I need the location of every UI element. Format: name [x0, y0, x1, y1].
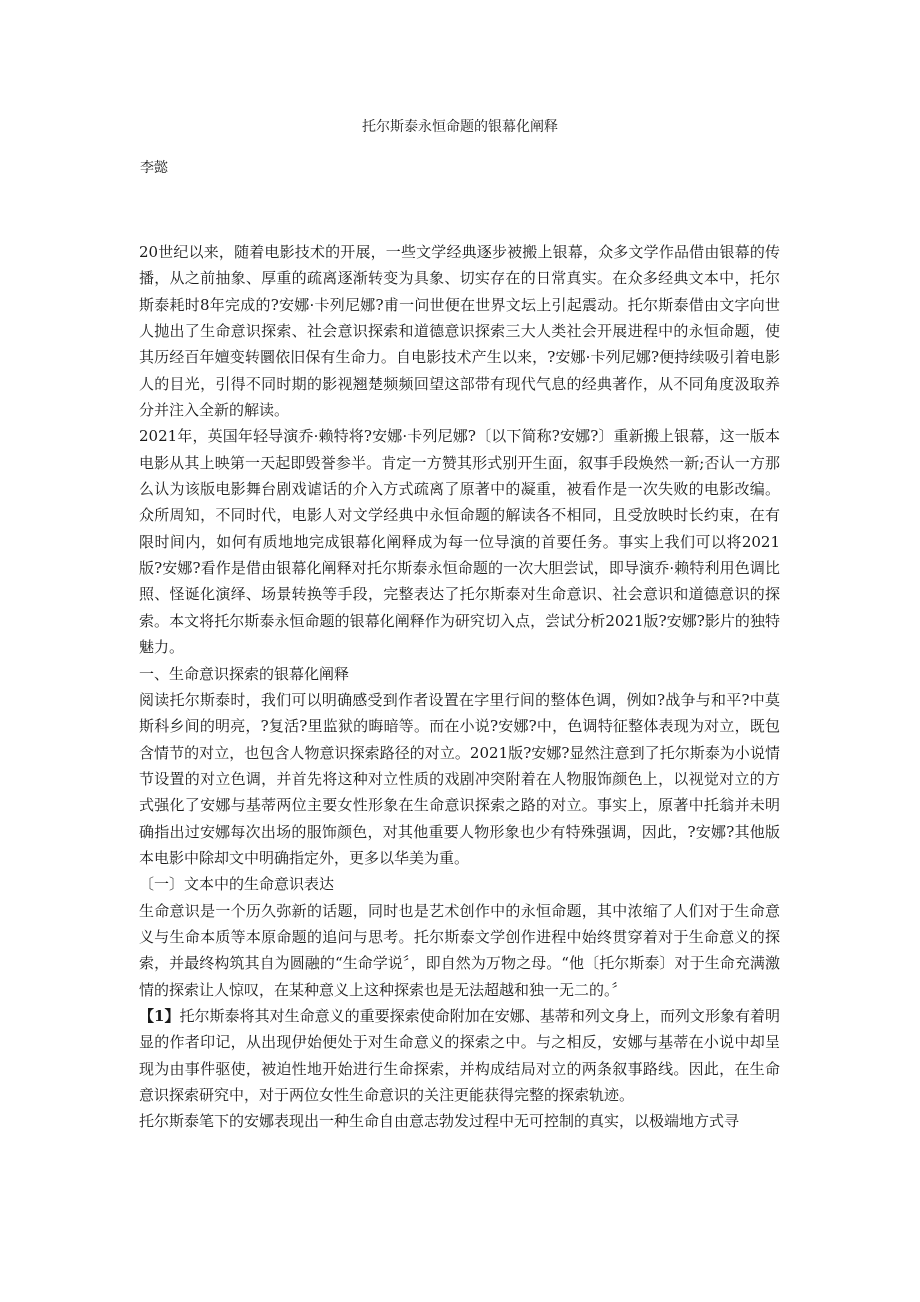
paragraph-citation-1	[139, 1003, 780, 1108]
paragraph-2021-version: 2021年，英国年轻导演乔·赖特将?安娜·卡列尼娜?〔以下简称?安娜?〕重新搬上银幕，这一版本电影从其上映第一天起即毁誉参半。肯定一方赞其形式别开生面，叙事手段焕然一新;否认一方那么认为该版电影舞台剧戏谑话的介入方式疏离了原著中的凝重，被看作是一次失败的电影改编。众所周知，不同时代，电影人对文学经典中永恒命题的解读各不相同，且受放映时长约束，在有限时间内，如何有质地地完成银幕化阐释成为每一位导演的首要任务。事实上我们可以将2021版?安娜?看作是借由银幕化阐释对托尔斯泰永恒命题的一次大胆尝试，即导演乔·赖特利用色调比照、怪诞化演绎、场景转换等手段，完整表达了托尔斯泰对生命意识、社会意识和道德意识的探索。本文将托尔斯泰永恒命题的银幕化阐释作为研究切入点，尝试分析2021版?安娜?影片的独特魅力。	[139, 427, 780, 657]
subsection-heading-1: 〔一〕文本中的生命意识表达	[139, 875, 335, 894]
paragraph-intro: 20世纪以来，随着电影技术的开展，一些文学经典逐步被搬上银幕，众多文学作品借由银幕的传播，从之前抽象、厚重的疏离逐渐转变为具象、切实存在的日常真实。在众多经典文本中，托尔斯泰耗时8年完成的?安娜·卡列尼娜?甫一问世便在世界文坛上引起震动。托尔斯泰借由文字向世人抛出了生命意识探索、社会意识探索和道德意识探索三大人类社会开展进程中的永恒命题，使其历经百年嬗变转圜依旧保有生命力。自电影技术产生以来，?安娜·卡列尼娜?便持续吸引着电影人的目光，引得不同时期的影视翘楚频频回望这部带有现代气息的经典著作，从不同角度汲取养分并注入全新的解读。	[139, 243, 780, 420]
document-title: 托尔斯泰永恒命题的银幕化阐释	[362, 119, 558, 135]
paragraph-life-consciousness: 生命意识是一个历久弥新的话题，同时也是艺术创作中的永恒命题，其中浓缩了人们对于生命意义与生命本质等本原命题的追问与思考。托尔斯泰文学创作进程中始终贯穿着对于生命意义的探索，并最终构筑其自为圆融的“生命学说〞，即自然为万物之母。“他〔托尔斯泰〕对于生命充满激情的探索让人惊叹，在某种意义上这种探索也是无法超越和独一无二的。〞	[139, 901, 780, 999]
paragraph-color-tone: 阅读托尔斯泰时，我们可以明确感受到作者设置在字里行间的整体色调，例如?战争与和平?中莫斯科乡间的明亮，?复活?里监狱的晦暗等。而在小说?安娜?中，色调特征整体表现为对立，既包含情节的对立，也包含人物意识探索路径的对立。2021版?安娜?显然注意到了托尔斯泰为小说情节设置的对立色调，并首先将这种对立性质的戏剧冲突附着在人物服饰颜色上，以视觉对立的方式强化了安娜与基蒂两位主要女性形象在生命意识探索之路的对立。事实上，原著中托翁并未明确指出过安娜每次出场的服饰颜色，对其他重要人物形象也少有特殊强调，因此，?安娜?其他版本电影中除却文中明确指定外，更多以华美为重。	[139, 690, 780, 867]
paragraph-anna-kitty: 托尔斯泰将其对生命意义的重要探索使命附加在安娜、基蒂和列文身上，而列文形象有着明显的作者印记，从出现伊始便处于对生命意义的探索之中。与之相反，安娜与基蒂在小说中却呈现为由事件驱使，被迫性地开始进行生命探索，并构成结局对立的两条叙事路线。因此，在生命意识探索研究中，对于两位女性生命意识的关注更能获得完整的探索轨迹。	[139, 1006, 780, 1104]
citation-mark: 【1】	[139, 1006, 180, 1025]
document-body	[139, 239, 780, 1135]
author-name: 李懿	[140, 160, 168, 176]
paragraph-anna-will: 托尔斯泰笔下的安娜表现出一种生命自由意志勃发过程中无可控制的真实，以极端地方式寻	[139, 1112, 740, 1131]
section-heading-1: 一、生命意识探索的银幕化阐释	[139, 664, 350, 683]
